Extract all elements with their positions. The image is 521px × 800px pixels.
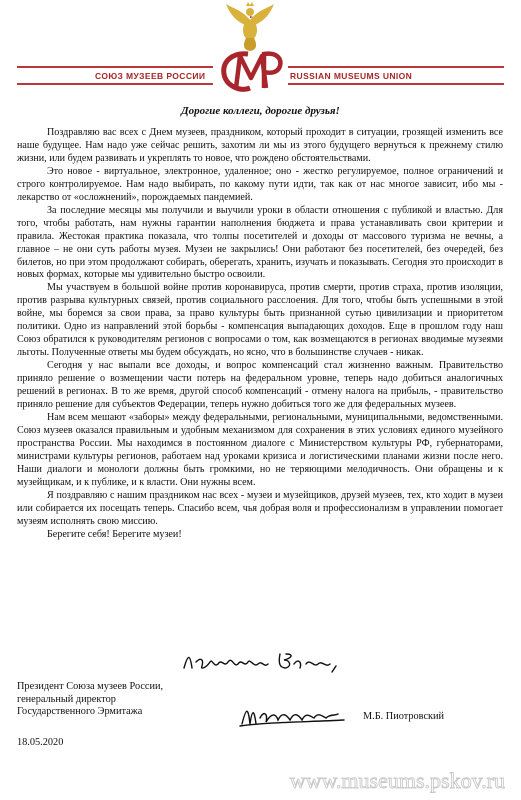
letter-paragraph: Нам всем мешают «заборы» между федеральными, региональными, муниципальными, ведомственными. Союз музеев оказался правильным и удобным механизмом для сохранения в этих условиях единого музейного пространства России. Мы находимся в постоянном диалоге с Министерством культуры РФ, губернаторами, министрами культуры регионов, работаем над уроками кризиса и логистическими планами жизни после него. Наши диалоги и монологи должны быть громкими, но не теряющими мелодичность. Они обращены и к музейщикам, и к публике, и к власти. Они нужны всем. — [17, 411, 503, 488]
letter-paragraph: Берегите себя! Берегите музеи! — [47, 528, 182, 540]
org-name-ru: СОЮЗ МУЗЕЕВ РОССИИ — [95, 71, 206, 81]
site-watermark — [150, 766, 510, 796]
signatory-title-line: Государственного Эрмитажа — [17, 706, 143, 717]
letterhead-rule-left-top — [17, 66, 213, 68]
letterhead-rule-right-top — [288, 66, 504, 68]
letter-greeting: Дорогие коллеги, дорогие друзья! — [181, 105, 340, 117]
letter-paragraph: Я поздравляю с нашим праздником нас всех - музеи и музейщиков, друзей музеев, тех, кто ходит в музеи или собирается их посещать теперь. Спасибо всем, чья добрая воля и профессионализм в управлении помогает музеям исполнять свою миссию. — [17, 489, 503, 527]
letter-body — [17, 127, 503, 542]
letterhead-rule-right-bottom — [288, 83, 504, 85]
signatory-title-line: Президент Союза музеев России, — [17, 681, 164, 692]
smr-monogram-logo — [218, 48, 284, 94]
letter-date: 18.05.2020 — [17, 737, 64, 748]
letter-paragraph: Поздравляю вас всех с Днем музеев, праздником, который проходит в ситуации, грозящей изменить все наше будущее. Нам надо уже сейчас решить, захотим ли мы из этого будущего вернуться к прежнему стилю жизни, или будем развивать и укреплять то новое, что рождено обстоятельствами. — [17, 127, 503, 164]
letterhead — [0, 0, 521, 100]
signatory-title-line: генеральный директор — [17, 693, 116, 705]
watermark-text: www.museums.pskov.ru — [289, 768, 505, 793]
letter-paragraph: Это новое - виртуальное, электронное, удаленное; оно - жестко регулируемое, полное ограничений и строго контролируемое. Нам надо выбирать, по какому пути идти, так как от нас многое зависит, ибо мы - лекарство от «осложнений», порождаемых пандемией. — [17, 165, 503, 203]
golden-bird-emblem-icon — [224, 2, 276, 52]
letter-paragraph: Мы участвуем в большой войне против коронавируса, против смерти, против страха, против изоляции, против разрыва культурных связей, против социального расслоения. Для того, чтобы быть успешными в этой войне, мы боремся за свои права, за право культуры быть признанной сутью цивилизации и приоритетом политики. Одно из направлений этой борьбы - компенсация выпадающих доходов. Еще в прошлом году наш Союз обратился к руководителям регионов с вопросами о том, как возмещаются в регионах вводимые музеями льготы. Полученные ответы мы будем обсуждать, но ясно, что в большинстве случаев - никак. — [17, 282, 503, 359]
org-name-en: RUSSIAN MUSEUMS UNION — [290, 71, 413, 81]
handwritten-closing — [180, 650, 350, 674]
letterhead-rule-left-bottom — [17, 83, 213, 85]
handwritten-signature — [238, 700, 348, 730]
letter-paragraph: Сегодня у нас выпали все доходы, и вопрос компенсаций стал жизненно важным. Правительство приняло решение о возмещении части потерь на федеральном уровне, теперь надо добиться аналогичных решений в регионах. В то же время, другой способ компенсаций - отмену налога на прибыль, - правительство приняло решение для субъектов Федерации, теперь нужно добиться того же для федеральных музеев. — [17, 360, 503, 411]
letter-paragraph: За последние месяцы мы получили и выучили уроки в области отношения с публикой и властью. Для того, чтобы работать, нам нужны гарантии наполнения бюджета и права устанавливать свои критерии и правила. Жестокая практика показала, что толпы посетителей и доходы от массового туризма не вечны, а главное – не они суть работы музея. Музеи не закрылись! Они работают без посетителей, без очередей, без билетов, но при этом продолжают собирать, оберегать, хранить, изучать и показывать. Сегодня это происходит в новых формах, которые мы удивительно быстро освоили. — [17, 204, 503, 281]
signatory-title — [17, 681, 163, 719]
signatory-name: М.Б. Пиотровский — [363, 711, 445, 722]
